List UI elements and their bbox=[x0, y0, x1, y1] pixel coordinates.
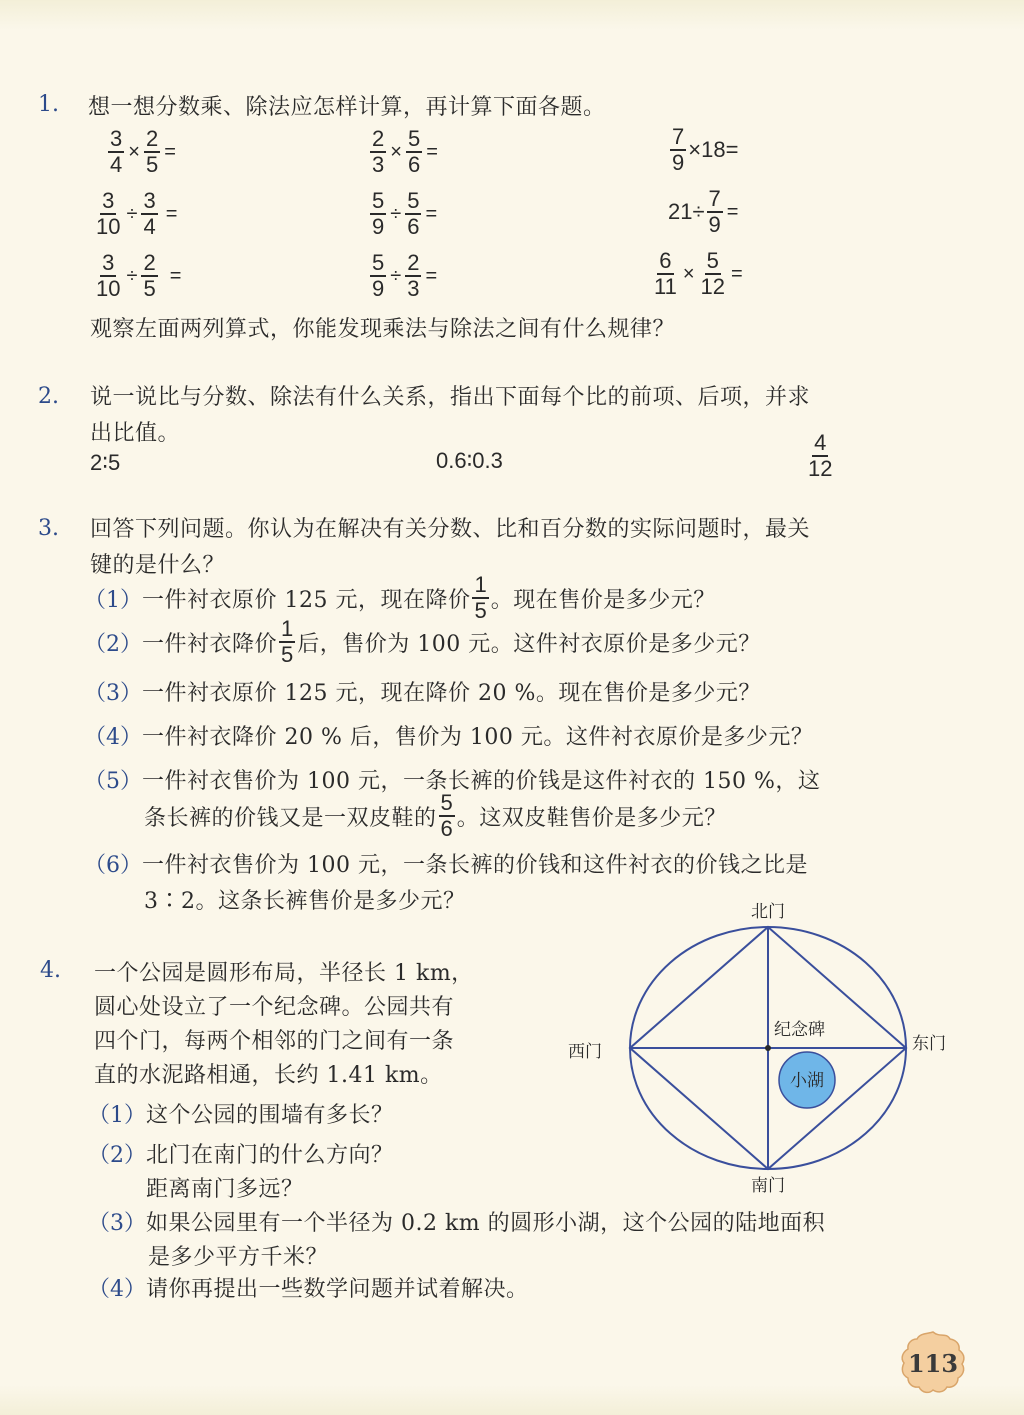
q1-expr-2c: 21÷ $\frac{7}{9}$ = bbox=[668, 186, 739, 237]
q4-line3: 四个门，每两个相邻的门之间有一条 bbox=[94, 1029, 455, 1054]
fraction: $\frac{2}{3}$ bbox=[372, 126, 385, 177]
sub-label: （4） bbox=[84, 725, 142, 750]
q2-line2: 出比值。 bbox=[90, 421, 181, 446]
q4-line2: 圆心处设立了一个纪念碑。公园共有 bbox=[94, 995, 455, 1020]
sub-label: （1） bbox=[84, 587, 142, 613]
fraction: $\frac{7}{9}$ bbox=[708, 186, 721, 237]
fraction: $\frac{2}{5}$ bbox=[143, 250, 156, 301]
q2-ratio-1: 2∶5 bbox=[90, 450, 121, 475]
q1-expr-3c: $\frac{6}{11}$ × $\frac{5}{12}$ = bbox=[654, 248, 743, 299]
q4-sub-2: （2） 北门在南门的什么方向？ bbox=[88, 1138, 394, 1169]
q2-ratio-2: 0.6∶0.3 bbox=[436, 448, 503, 473]
label-south-gate: 南门 bbox=[751, 1176, 785, 1196]
q1-expr-1b: $\frac{2}{3}$ × $\frac{5}{6}$ = bbox=[372, 126, 438, 177]
center-point bbox=[765, 1045, 771, 1051]
q4-line1: 一个公园是圆形布局，半径长 1 km， bbox=[94, 961, 474, 986]
label-west-gate: 西门 bbox=[568, 1042, 602, 1062]
fraction: $\frac{1}{5}$ bbox=[474, 572, 487, 623]
sub-label: （5） bbox=[84, 769, 142, 794]
park-diagram bbox=[560, 895, 970, 1200]
q3-number: 3. bbox=[38, 516, 59, 541]
q2-number: 2. bbox=[38, 384, 59, 409]
q4-sub-3: （3） 如果公园里有一个半径为 0.2 km 的圆形小湖，这个公园的陆地面积 bbox=[88, 1206, 825, 1237]
label-lake: 小湖 bbox=[790, 1071, 824, 1091]
fraction: $\frac{5}{6}$ bbox=[407, 126, 421, 177]
fraction: $\frac{7}{9}$ bbox=[672, 124, 685, 175]
q3-line1: 回答下列问题。你认为在解决有关分数、比和百分数的实际问题时，最关 bbox=[90, 517, 811, 542]
q4-sub-4: （4） 请你再提出一些数学问题并试着解决。 bbox=[88, 1272, 529, 1303]
label-monument: 纪念碑 bbox=[774, 1020, 825, 1040]
q1-expr-2b: $\frac{5}{9}$ ÷ $\frac{5}{6}$ = bbox=[372, 188, 438, 239]
sub-label: （3） bbox=[84, 681, 142, 706]
q3-line2: 键的是什么？ bbox=[90, 553, 226, 578]
fraction: $\frac{3}{10}$ bbox=[96, 250, 121, 301]
q2-fraction bbox=[804, 432, 836, 480]
q1-observe: 观察左面两列算式，你能发现乘法与除法之间有什么规律？ bbox=[90, 317, 676, 342]
fraction: $\frac{1}{5}$ bbox=[281, 616, 294, 667]
q3-sub-2: （2） 一件衬衣降价 $\frac{1}{5}$ 后，售价为 100 元。这件衬衣原价是多少元？ bbox=[84, 616, 761, 667]
fraction: $\frac{6}{11}$ bbox=[654, 248, 677, 299]
sub-label: （1） bbox=[88, 1103, 146, 1128]
q1-expr-3b: $\frac{5}{9}$ ÷ $\frac{2}{3}$ = bbox=[372, 250, 438, 301]
sub-label: （6） bbox=[84, 853, 142, 878]
page-number-badge bbox=[898, 1330, 968, 1396]
sub-label: （4） bbox=[88, 1277, 146, 1302]
fraction: $\frac{5}{9}$ bbox=[372, 188, 385, 239]
q3-sub-4: （4） 一件衬衣降价 20 % 后，售价为 100 元。这件衬衣原价是多少元？ bbox=[84, 720, 813, 751]
q3-sub-6-line2: 3∶2。这条长裤售价是多少元？ bbox=[144, 889, 466, 914]
q4-sub-3-line2: 是多少平方千米？ bbox=[148, 1245, 329, 1270]
q1-expr-1a: $\frac{3}{4}$ × $\frac{2}{5}$ = bbox=[110, 126, 176, 177]
fraction: $\frac{3}{4}$ bbox=[143, 188, 156, 239]
fraction: $\frac{3}{10}$ bbox=[96, 188, 121, 239]
label-north-gate: 北门 bbox=[751, 902, 785, 922]
q1-number: 1. bbox=[38, 92, 59, 117]
q3-sub-3: （3） 一件衬衣原价 125 元，现在降价 20 %。现在售价是多少元？ bbox=[84, 676, 761, 707]
q1-text: 想一想分数乘、除法应怎样计算，再计算下面各题。 bbox=[88, 95, 606, 120]
q4-number: 4. bbox=[40, 958, 61, 983]
q4-sub-1: （1） 这个公园的围墙有多长？ bbox=[88, 1098, 394, 1129]
q4-sub-2-line2: 距离南门多远？ bbox=[146, 1177, 304, 1202]
q1-expr-2a: $\frac{3}{10}$ ÷ $\frac{3}{4}$ = bbox=[96, 188, 178, 239]
fraction: $\frac{2}{5}$ bbox=[145, 126, 159, 177]
q3-sub-5-line2: 条长裤的价钱又是一双皮鞋的 $\frac{5}{6}$ 。这双皮鞋售价是多少元？ bbox=[144, 790, 727, 841]
q3-sub-5: （5） 一件衬衣售价为 100 元，一条长裤的价钱是这件衬衣的 150 %，这 bbox=[84, 764, 820, 795]
fraction: $\frac{4}{12}$ bbox=[808, 430, 833, 481]
sub-label: （3） bbox=[88, 1211, 146, 1236]
q4-line4: 直的水泥路相通，长约 1.41 km。 bbox=[94, 1063, 443, 1088]
q1-expr-3a: $\frac{3}{10}$ ÷ $\frac{2}{5}$ = bbox=[96, 250, 182, 301]
q1-expr-1c: $\frac{7}{9}$ ×18= bbox=[672, 124, 739, 175]
sub-label: （2） bbox=[84, 631, 142, 657]
fraction: $\frac{5}{12}$ bbox=[700, 248, 726, 299]
q3-sub-1: （1） 一件衬衣原价 125 元，现在降价 $\frac{1}{5}$ 。现在售价是多少元？ bbox=[84, 572, 716, 623]
page-number: 113 bbox=[907, 1348, 959, 1378]
q2-line1: 说一说比与分数、除法有什么关系，指出下面每个比的前项、后项，并求 bbox=[90, 385, 811, 410]
fraction: $\frac{3}{4}$ bbox=[110, 126, 123, 177]
q3-sub-6: （6） 一件衬衣售价为 100 元，一条长裤的价钱和这件衬衣的价钱之比是 bbox=[84, 848, 808, 879]
fraction: $\frac{2}{3}$ bbox=[407, 250, 420, 301]
sub-label: （2） bbox=[88, 1143, 146, 1168]
label-east-gate: 东门 bbox=[912, 1034, 946, 1054]
fraction: $\frac{5}{9}$ bbox=[372, 250, 385, 301]
fraction: $\frac{5}{6}$ bbox=[440, 790, 453, 841]
fraction: $\frac{5}{6}$ bbox=[407, 188, 420, 239]
